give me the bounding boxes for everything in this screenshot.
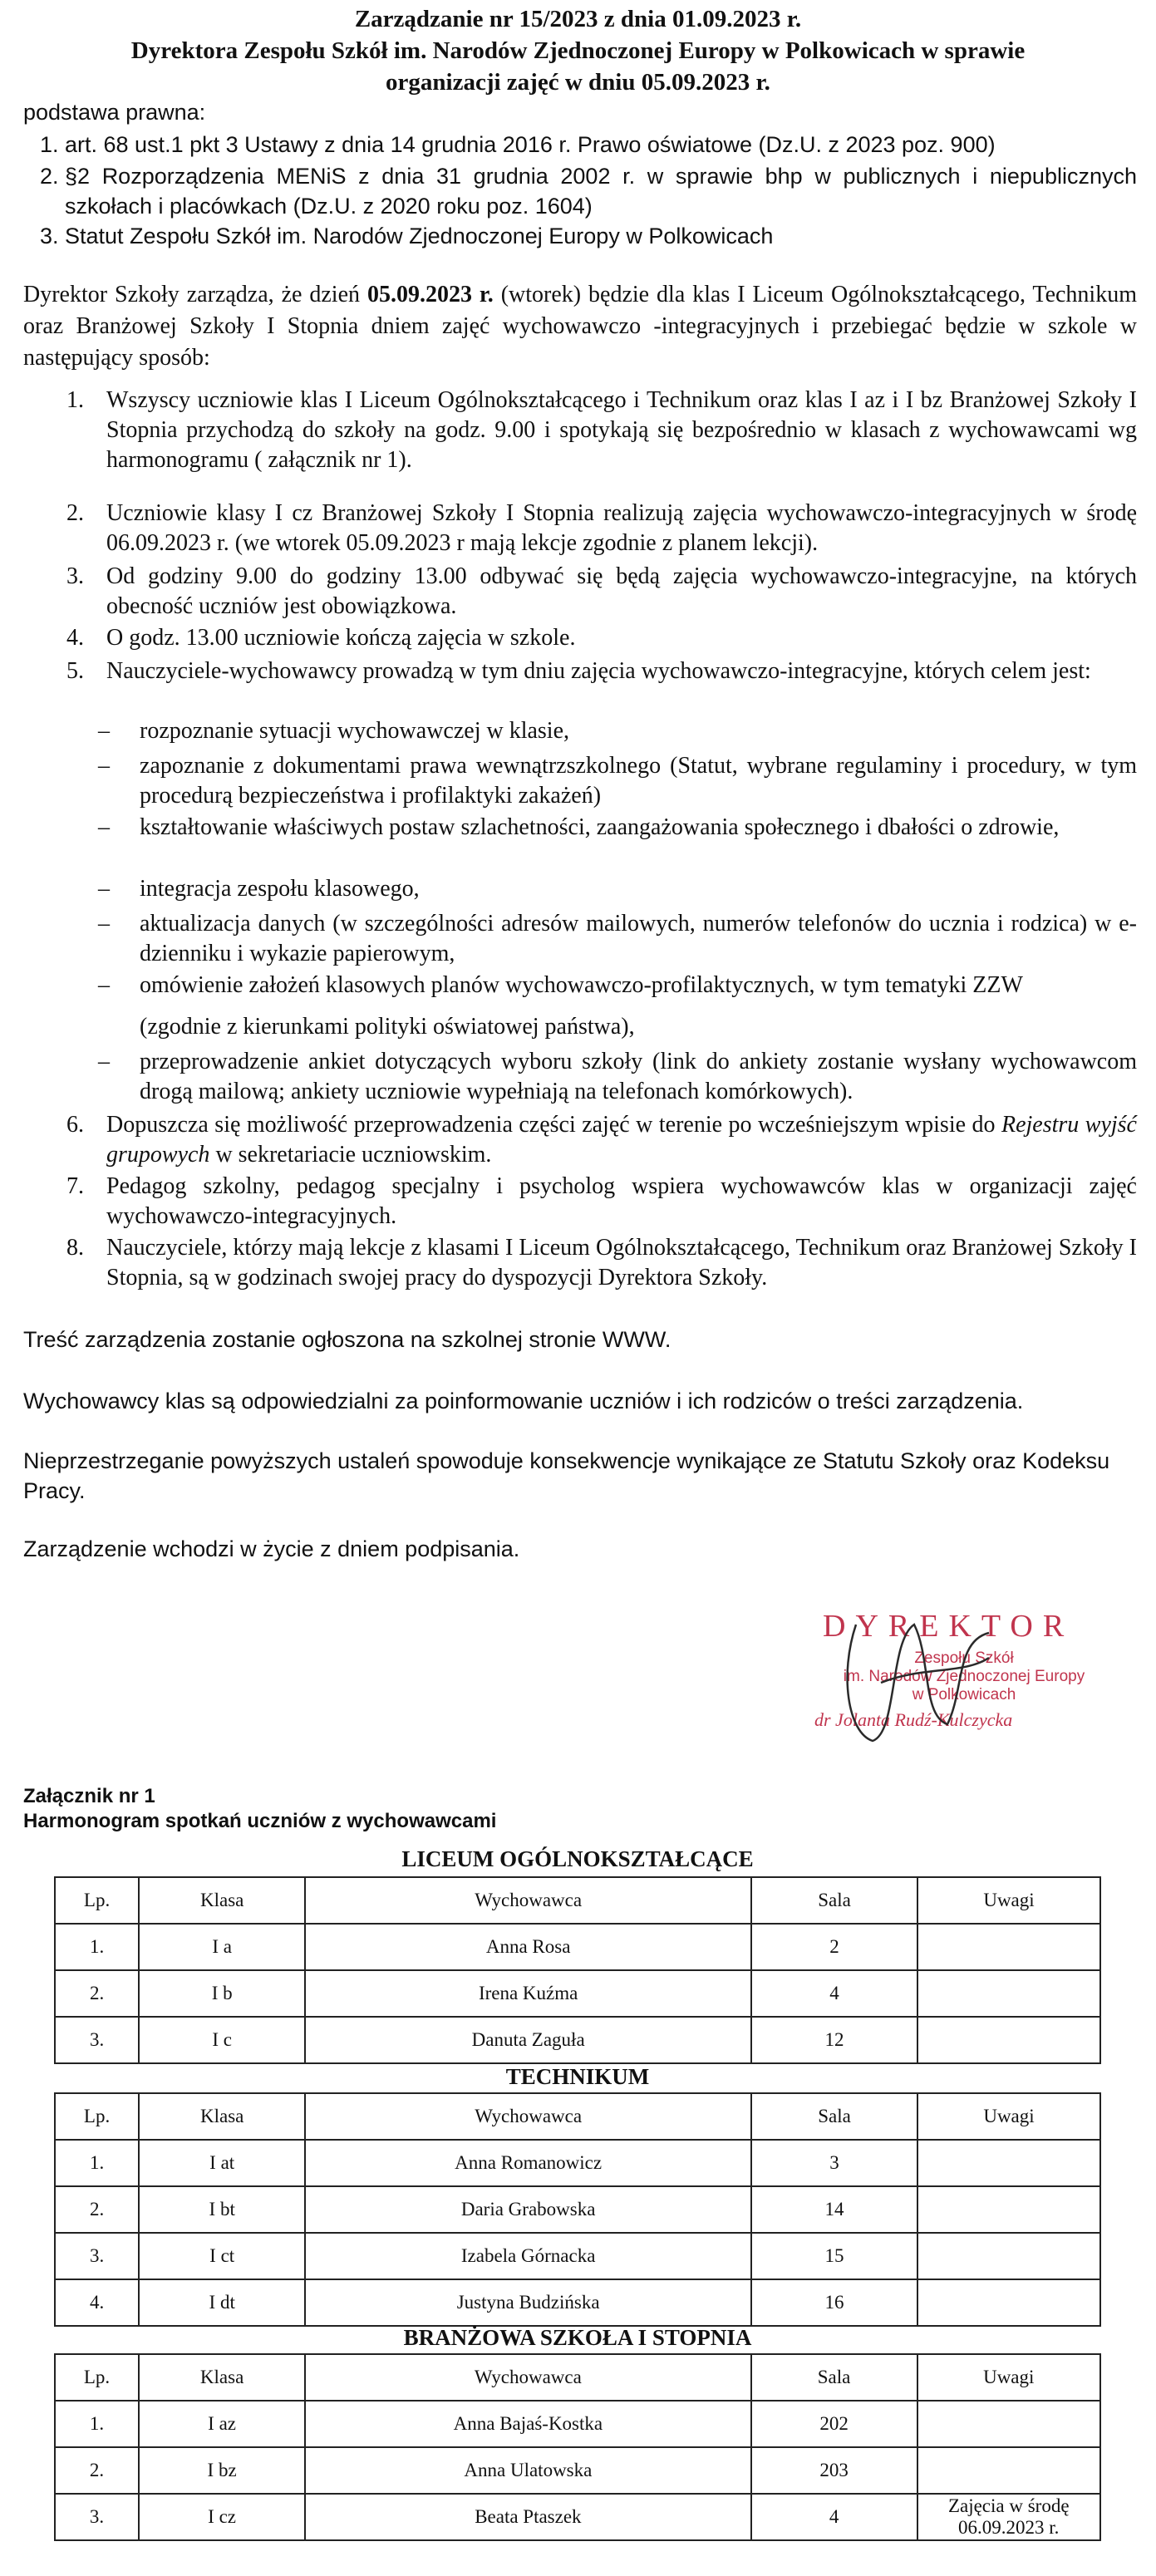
cell-class: I dt: [139, 2279, 305, 2326]
cell-class: I ct: [139, 2233, 305, 2279]
list-item-text: Uczniowie klasy I cz Branżowej Szkoły I Stopnia realizują zajęcia wychowawczo-integracyjnych w środę 06.09.2023 r. (we wtorek 05.09.2023 r mają lekcje zgodnie z planem lekcji).: [106, 500, 1137, 556]
cell-lp: 2.: [55, 2447, 139, 2494]
table-row: [55, 2017, 1100, 2063]
table-row: [55, 2279, 1100, 2326]
column-header: Klasa: [139, 2354, 305, 2401]
cell-room: 12: [751, 2017, 917, 2063]
list-item-text: O godz. 13.00 uczniowie kończą zajęcia w szkole.: [106, 625, 576, 651]
sub-list-item-text: omówienie założeń klasowych planów wychowawczo-profilaktycznych, w tym tematyki ZZW: [140, 972, 1023, 998]
table-row: [55, 2401, 1100, 2447]
cell-notes: [917, 2017, 1100, 2063]
list-item-text: Wszyscy uczniowie klas I Liceum Ogólnokształcącego i Technikum oraz klas I az i I bz Branżowej Szkoły I Stopnia przychodzą do szkoły na godz. 9.00 i spotykają się bezpośrednio w klasach z wychowawcami wg harmonogramu ( załącznik nr 1).: [106, 387, 1137, 473]
cell-teacher: Izabela Górnacka: [305, 2233, 751, 2279]
list-item-text-part: Dopuszcza się możliwość przeprowadzenia części zajęć w terenie po wcześniejszym wpisie do: [106, 1112, 1001, 1138]
cell-notes: [917, 2140, 1100, 2186]
legal-basis-number: 1.: [40, 132, 59, 157]
table-header-row: [55, 1877, 1100, 1924]
sub-list-item-text: rozpoznanie sytuacji wychowawczej w klasie,: [140, 718, 570, 744]
cell-class: I bz: [139, 2447, 305, 2494]
column-header: Wychowawca: [305, 1877, 751, 1924]
annex-label: Załącznik nr 1: [23, 1785, 155, 1807]
table-row: [55, 2447, 1100, 2494]
list-item-text: [106, 1110, 1137, 1170]
closing-paragraph: Treść zarządzenia zostanie ogłoszona na szkolnej stronie WWW.: [23, 1327, 671, 1352]
cell-lp: 3.: [55, 2494, 139, 2540]
title-line-3: organizacji zajęć w dniu 05.09.2023 r.: [386, 69, 770, 96]
legal-basis-text: Statut Zespołu Szkół im. Narodów Zjednoczonej Europy w Polkowicach: [65, 224, 774, 248]
cell-room: 16: [751, 2279, 917, 2326]
stamp-line: w Polkowicach: [912, 1686, 1016, 1703]
cell-class: I a: [139, 1924, 305, 1970]
document-page: Zarządzanie nr 15/2023 z dnia 01.09.2023 r. Dyrektora Zespołu Szkół im. Narodów Zjednoczonej Europy w Polkowicach w sprawie organizacji zajęć w dniu 05.09.2023 r. podstawa prawna: 1. art. 68 ust.1 pkt 3 Ustawy z dnia 14 grudnia 2016 r. Prawo oświatowe (Dz.U. z 2023 poz. 900) 2. §2 Rozporządzenia MENiS z dnia 31 grudnia 2002 r. w sprawie bhp w publicznych i niepublicznych szkołach i placówkach (Dz.U. z 2020 roku poz. 1604) 3. Statut Zespołu Szkół im. Narodów Zjednoczonej Europy w Polkowicach Dyrektor Szkoły zarządza, że dzień 05.09.2023 r. (wtorek) będzie dla klas I Liceum Ogólnokształcącego, Technikum oraz Branżowej Szkoły I Stopnia dniem zajęć wychowawczo -integracyjnych i przebiegać będzie w szkole w następujący sposób: 1. Wszyscy uczniowie klas I Liceum Ogólnokształcącego i Technikum oraz klas I az i I bz Branżowej Szkoły I Stopnia przychodzą do szkoły na godz. 9.00 i spotykają się bezpośrednio w klasach z wychowawcami wg harmonogramu ( załącznik nr 1). 2. Uczniowie klasy I cz Branżowej Szkoły I Stopnia realizują zajęcia wychowawczo-integracyjnych w środę 06.09.2023 r. (we wtorek 05.09.2023 r mają lekcje zgodnie z planem lekcji). 3. Od godziny 9.00 do godziny 13.00 odbywać się będą zajęcia wychowawczo-integracyjne, na których obecność uczniów jest obowiązkowa. 4. O godz. 13.00 uczniowie kończą zajęcia w szkole. 5. Nauczyciele-wychowawcy prowadzą w tym dniu zajęcia wychowawczo-integracyjne, których celem jest: – rozpoznanie sytuacji wychowawczej w klasie, – zapoznanie z dokumentami prawa wewnątrzszkolnego (Statut, wybrane regulaminy i procedury, w tym procedurą bezpieczeństwa i profilaktyki zakażeń) – kształtowanie właściwych postaw szlachetności, zaangażowania społecznego i dbałości o zdrowie, – integracja zespołu klasowego, – aktualizacja danych (w szczególności adresów mailowych, numerów telefonów do ucznia i rodzica) w e-dzienniku i wykazie papierowym, – omówienie założeń klasowych planów wychowawczo-profilaktycznych, w tym tematyki ZZW (zgodnie z kierunkami polityki oświatowej państwa), – przeprowadzenie ankiet dotyczących wyboru szkoły (link do ankiety zostanie wysłany wychowawcom drogą mailową; ankiety uczniowie wypełniają na telefonach komórkowych). 6. Dopuszcza się możliwość przeprowadzenia części zajęć w terenie po wcześniejszym wpisie do Rejestru wyjść grupowych w sekretariacie uczniowskim. 7. Pedagog szkolny, pedagog specjalny i psycholog wspiera wychowawców klas w organizacji zajęć wychowawczo-integracyjnych. 8. Nauczyciele, którzy mają lekcje z klasami I Liceum Ogólnokształcącego, Technikum oraz Branżowej Szkoły I Stopnia, są w godzinach swojej pracy do dyspozycji Dyrektora Szkoły. Treść zarządzenia zostanie ogłoszona na szkolnej stronie WWW. Wychowawcy klas są odpowiedzialni za poinformowanie uczniów i ich rodziców o treści zarządzenia. Nieprzestrzeganie powyższych ustaleń spowoduje konsekwencje wynikające ze Statutu Szkoły oraz Kodeksu Pracy. Zarządzenie wchodzi w życie z dniem podpisania. DYREKTOR Zespołu Szkół im. Narodów Zjednoczonej Europy w Polkowicach dr Jolanta Rudź-Kulczycka Załącznik nr 1 Harmonogram spotkań uczniów z wychowawcami LICEUM OGÓLNOKSZTAŁCĄCE Lp. Klasa Wychowawca Sala Uwagi 1. I a Anna Rosa 2 2. I b Irena Kuźma 4 3. I c Danuta Zaguła 12 TECHNIKUM Lp. Klasa Wychowawca Sala Uwagi 1. I at Anna Romanowicz 3 2. I bt Daria Grabowska 14 3. I ct Izabela Górnacka 15 4. I dt Justyna Budzińska 16 BRANŻOWA SZKOŁA I STOPNIA Lp. Klasa Wychowawca Sala Uwagi 1. I az Anna Bajaś-Kostka 202 2. I bz Anna Ulatowska 203 3. I cz Beata Ptaszek 4 Zajęcia w środę 06.09.2023 r.: [0, 0, 1156, 2576]
cell-teacher: Justyna Budzińska: [305, 2279, 751, 2326]
cell-room: 202: [751, 2401, 917, 2447]
cell-teacher: Anna Bajaś-Kostka: [305, 2401, 751, 2447]
column-header: Uwagi: [917, 2354, 1101, 2401]
cell-lp: 4.: [55, 2279, 139, 2326]
cell-notes: [917, 2447, 1101, 2494]
schedule-table: [54, 1876, 1101, 2064]
cell-teacher: Anna Ulatowska: [305, 2447, 751, 2494]
cell-notes: [917, 2186, 1100, 2233]
legal-basis-heading: podstawa prawna:: [23, 100, 206, 125]
column-header: Wychowawca: [305, 2093, 751, 2140]
list-item-text: Od godziny 9.00 do godziny 13.00 odbywać się będą zajęcia wychowawczo-integracyjne, na których obecność uczniów jest obowiązkowa.: [106, 563, 1137, 619]
stamp-name: dr Jolanta Rudź-Kulczycka: [814, 1709, 1013, 1730]
intro-date: 05.09.2023 r.: [366, 282, 494, 307]
column-header: Lp.: [55, 2354, 139, 2401]
column-header: Lp.: [55, 2093, 139, 2140]
cell-lp: 2.: [55, 2186, 139, 2233]
cell-class: I az: [139, 2401, 305, 2447]
cell-class: I cz: [139, 2494, 305, 2540]
cell-class: I bt: [139, 2186, 305, 2233]
intro-text-after: (wtorek) będzie dla klas I Liceum Ogólnokształcącego, Technikum oraz Branżowej Szkoły I Stopnia dniem zajęć wychowawczo -integracyjnych i przebiegać będzie w szkole w następujący sposób:: [23, 282, 1137, 371]
cell-notes: [917, 2401, 1101, 2447]
list-item-number: 6.: [66, 1112, 84, 1138]
cell-room: 4: [751, 2494, 917, 2540]
intro-text-before: Dyrektor Szkoły zarządza, że dzień: [23, 282, 367, 307]
list-item-text: Nauczyciele, którzy mają lekcje z klasami I Liceum Ogólnokształcącego, Technikum oraz Branżowej Szkoły I Stopnia, są w godzinach swojej pracy do dyspozycji Dyrektora Szkoły.: [106, 1235, 1137, 1290]
list-item-text: Nauczyciele-wychowawcy prowadzą w tym dniu zajęcia wychowawczo-integracyjne, których celem jest:: [106, 658, 1091, 684]
table-row: [55, 1970, 1100, 2017]
sub-list-item-text: (zgodnie z kierunkami polityki oświatowej państwa),: [140, 1014, 635, 1040]
column-header: Sala: [751, 1877, 917, 1924]
stamp-title: DYREKTOR: [823, 1609, 1075, 1644]
table-row: [55, 2140, 1100, 2186]
sub-list-item-text: zapoznanie z dokumentami prawa wewnątrzszkolnego (Statut, wybrane regulaminy i procedury, w tym procedurą bezpieczeństwa i profilaktyki zakażeń): [140, 753, 1137, 809]
cell-room: 203: [751, 2447, 917, 2494]
sub-list-item-text: przeprowadzenie ankiet dotyczących wyboru szkoły (link do ankiety zostanie wysłany wychowawcom drogą mailową; ankiety uczniowie wypełniają na telefonach komórkowych).: [140, 1049, 1137, 1104]
closing-paragraph: Nieprzestrzeganie powyższych ustaleń spowoduje konsekwencje wynikające ze Statutu Szkoły oraz Kodeksu Pracy.: [23, 1448, 1110, 1503]
cell-lp: 2.: [55, 1970, 139, 2017]
sub-list-item-text: kształtowanie właściwych postaw szlachetności, zaangażowania społecznego i dbałości o zdrowie,: [140, 814, 1060, 840]
cell-class: I b: [139, 1970, 305, 2017]
column-header: Lp.: [55, 1877, 139, 1924]
intro-paragraph: [23, 279, 1137, 374]
cell-teacher: Danuta Zaguła: [305, 2017, 751, 2063]
director-stamp: [798, 1608, 1130, 1753]
list-item-number: 2.: [66, 500, 84, 526]
legal-basis-text: §2 Rozporządzenia MENiS z dnia 31 grudnia 2002 r. w sprawie bhp w publicznych i niepublicznych szkołach i placówkach (Dz.U. z 2020 roku poz. 1604): [65, 164, 1137, 219]
cell-room: 15: [751, 2233, 917, 2279]
column-header: Wychowawca: [305, 2354, 751, 2401]
cell-teacher: Daria Grabowska: [305, 2186, 751, 2233]
list-item-number: 1.: [66, 387, 84, 413]
section-title: TECHNIKUM: [505, 2064, 650, 2089]
document-title: [0, 3, 1156, 98]
list-item-text: Pedagog szkolny, pedagog specjalny i psycholog wspiera wychowawców klas w organizacji zajęć wychowawczo-integracyjnych.: [106, 1173, 1137, 1229]
title-line-1: Zarządzanie nr 15/2023 z dnia 01.09.2023 r.: [354, 6, 802, 32]
column-header: Uwagi: [917, 2093, 1100, 2140]
cell-room: 2: [751, 1924, 917, 1970]
annex-title: Harmonogram spotkań uczniów z wychowawcami: [23, 1810, 497, 1832]
table-row: [55, 1924, 1100, 1970]
stamp-line: im. Narodów Zjednoczonej Europy: [843, 1668, 1085, 1685]
cell-lp: 1.: [55, 2401, 139, 2447]
sub-list-item-text: integracja zespołu klasowego,: [140, 876, 420, 902]
section-title: LICEUM OGÓLNOKSZTAŁCĄCE: [401, 1846, 754, 1871]
schedule-table: [54, 2092, 1101, 2327]
cell-room: 3: [751, 2140, 917, 2186]
cell-teacher: Irena Kuźma: [305, 1970, 751, 2017]
cell-room: 14: [751, 2186, 917, 2233]
column-header: Sala: [751, 2093, 917, 2140]
legal-basis-number: 3.: [40, 224, 59, 248]
cell-teacher: Beata Ptaszek: [305, 2494, 751, 2540]
cell-notes: [917, 1970, 1100, 2017]
cell-notes: [917, 1924, 1100, 1970]
closing-paragraph: Wychowawcy klas są odpowiedzialni za poinformowanie uczniów i ich rodziców o treści zarządzenia.: [23, 1389, 1024, 1413]
cell-room: 4: [751, 1970, 917, 2017]
cell-class: I c: [139, 2017, 305, 2063]
cell-lp: 1.: [55, 1924, 139, 1970]
cell-teacher: Anna Rosa: [305, 1924, 751, 1970]
legal-basis-text: art. 68 ust.1 pkt 3 Ustawy z dnia 14 grudnia 2016 r. Prawo oświatowe (Dz.U. z 2023 poz. 900): [65, 132, 996, 157]
cell-lp: 1.: [55, 2140, 139, 2186]
list-item-number: 7.: [66, 1173, 84, 1199]
title-line-2: Dyrektora Zespołu Szkół im. Narodów Zjednoczonej Europy w Polkowicach w sprawie: [130, 37, 1026, 64]
column-header: Uwagi: [917, 1877, 1100, 1924]
table-header-row: [55, 2354, 1100, 2401]
list-item-number: 3.: [66, 563, 84, 589]
table-row: [55, 2494, 1100, 2540]
schedule-table: [54, 2353, 1101, 2541]
table-row: [55, 2186, 1100, 2233]
table-header-row: [55, 2093, 1100, 2140]
cell-teacher: Anna Romanowicz: [305, 2140, 751, 2186]
cell-class: I at: [139, 2140, 305, 2186]
list-item-number: 4.: [66, 625, 84, 651]
list-item-number: 5.: [66, 658, 84, 684]
cell-lp: 3.: [55, 2233, 139, 2279]
table-row: [55, 2233, 1100, 2279]
cell-notes: [917, 2233, 1100, 2279]
stamp-line: Zespołu Szkół: [914, 1649, 1014, 1667]
cell-lp: 3.: [55, 2017, 139, 2063]
column-header: Sala: [751, 2354, 917, 2401]
column-header: Klasa: [139, 1877, 305, 1924]
list-item-text-part: w sekretariacie uczniowskim.: [209, 1142, 492, 1168]
cell-notes: [917, 2279, 1100, 2326]
cell-notes: Zajęcia w środę 06.09.2023 r.: [917, 2494, 1101, 2540]
closing-paragraph: Zarządzenie wchodzi w życie z dniem podpisania.: [23, 1536, 520, 1561]
list-item-number: 8.: [66, 1235, 84, 1261]
signature-graphic: [798, 1608, 1130, 1753]
register-name: Rejestru wyjść grupowych: [106, 1112, 1137, 1168]
section-title: BRANŻOWA SZKOŁA I STOPNIA: [403, 2325, 752, 2350]
legal-basis-number: 2.: [40, 164, 59, 189]
sub-list-item-text: aktualizacja danych (w szczególności adresów mailowych, numerów telefonów do ucznia i rodzica) w e-dzienniku i wykazie papierowym,: [140, 911, 1137, 966]
column-header: Klasa: [139, 2093, 305, 2140]
